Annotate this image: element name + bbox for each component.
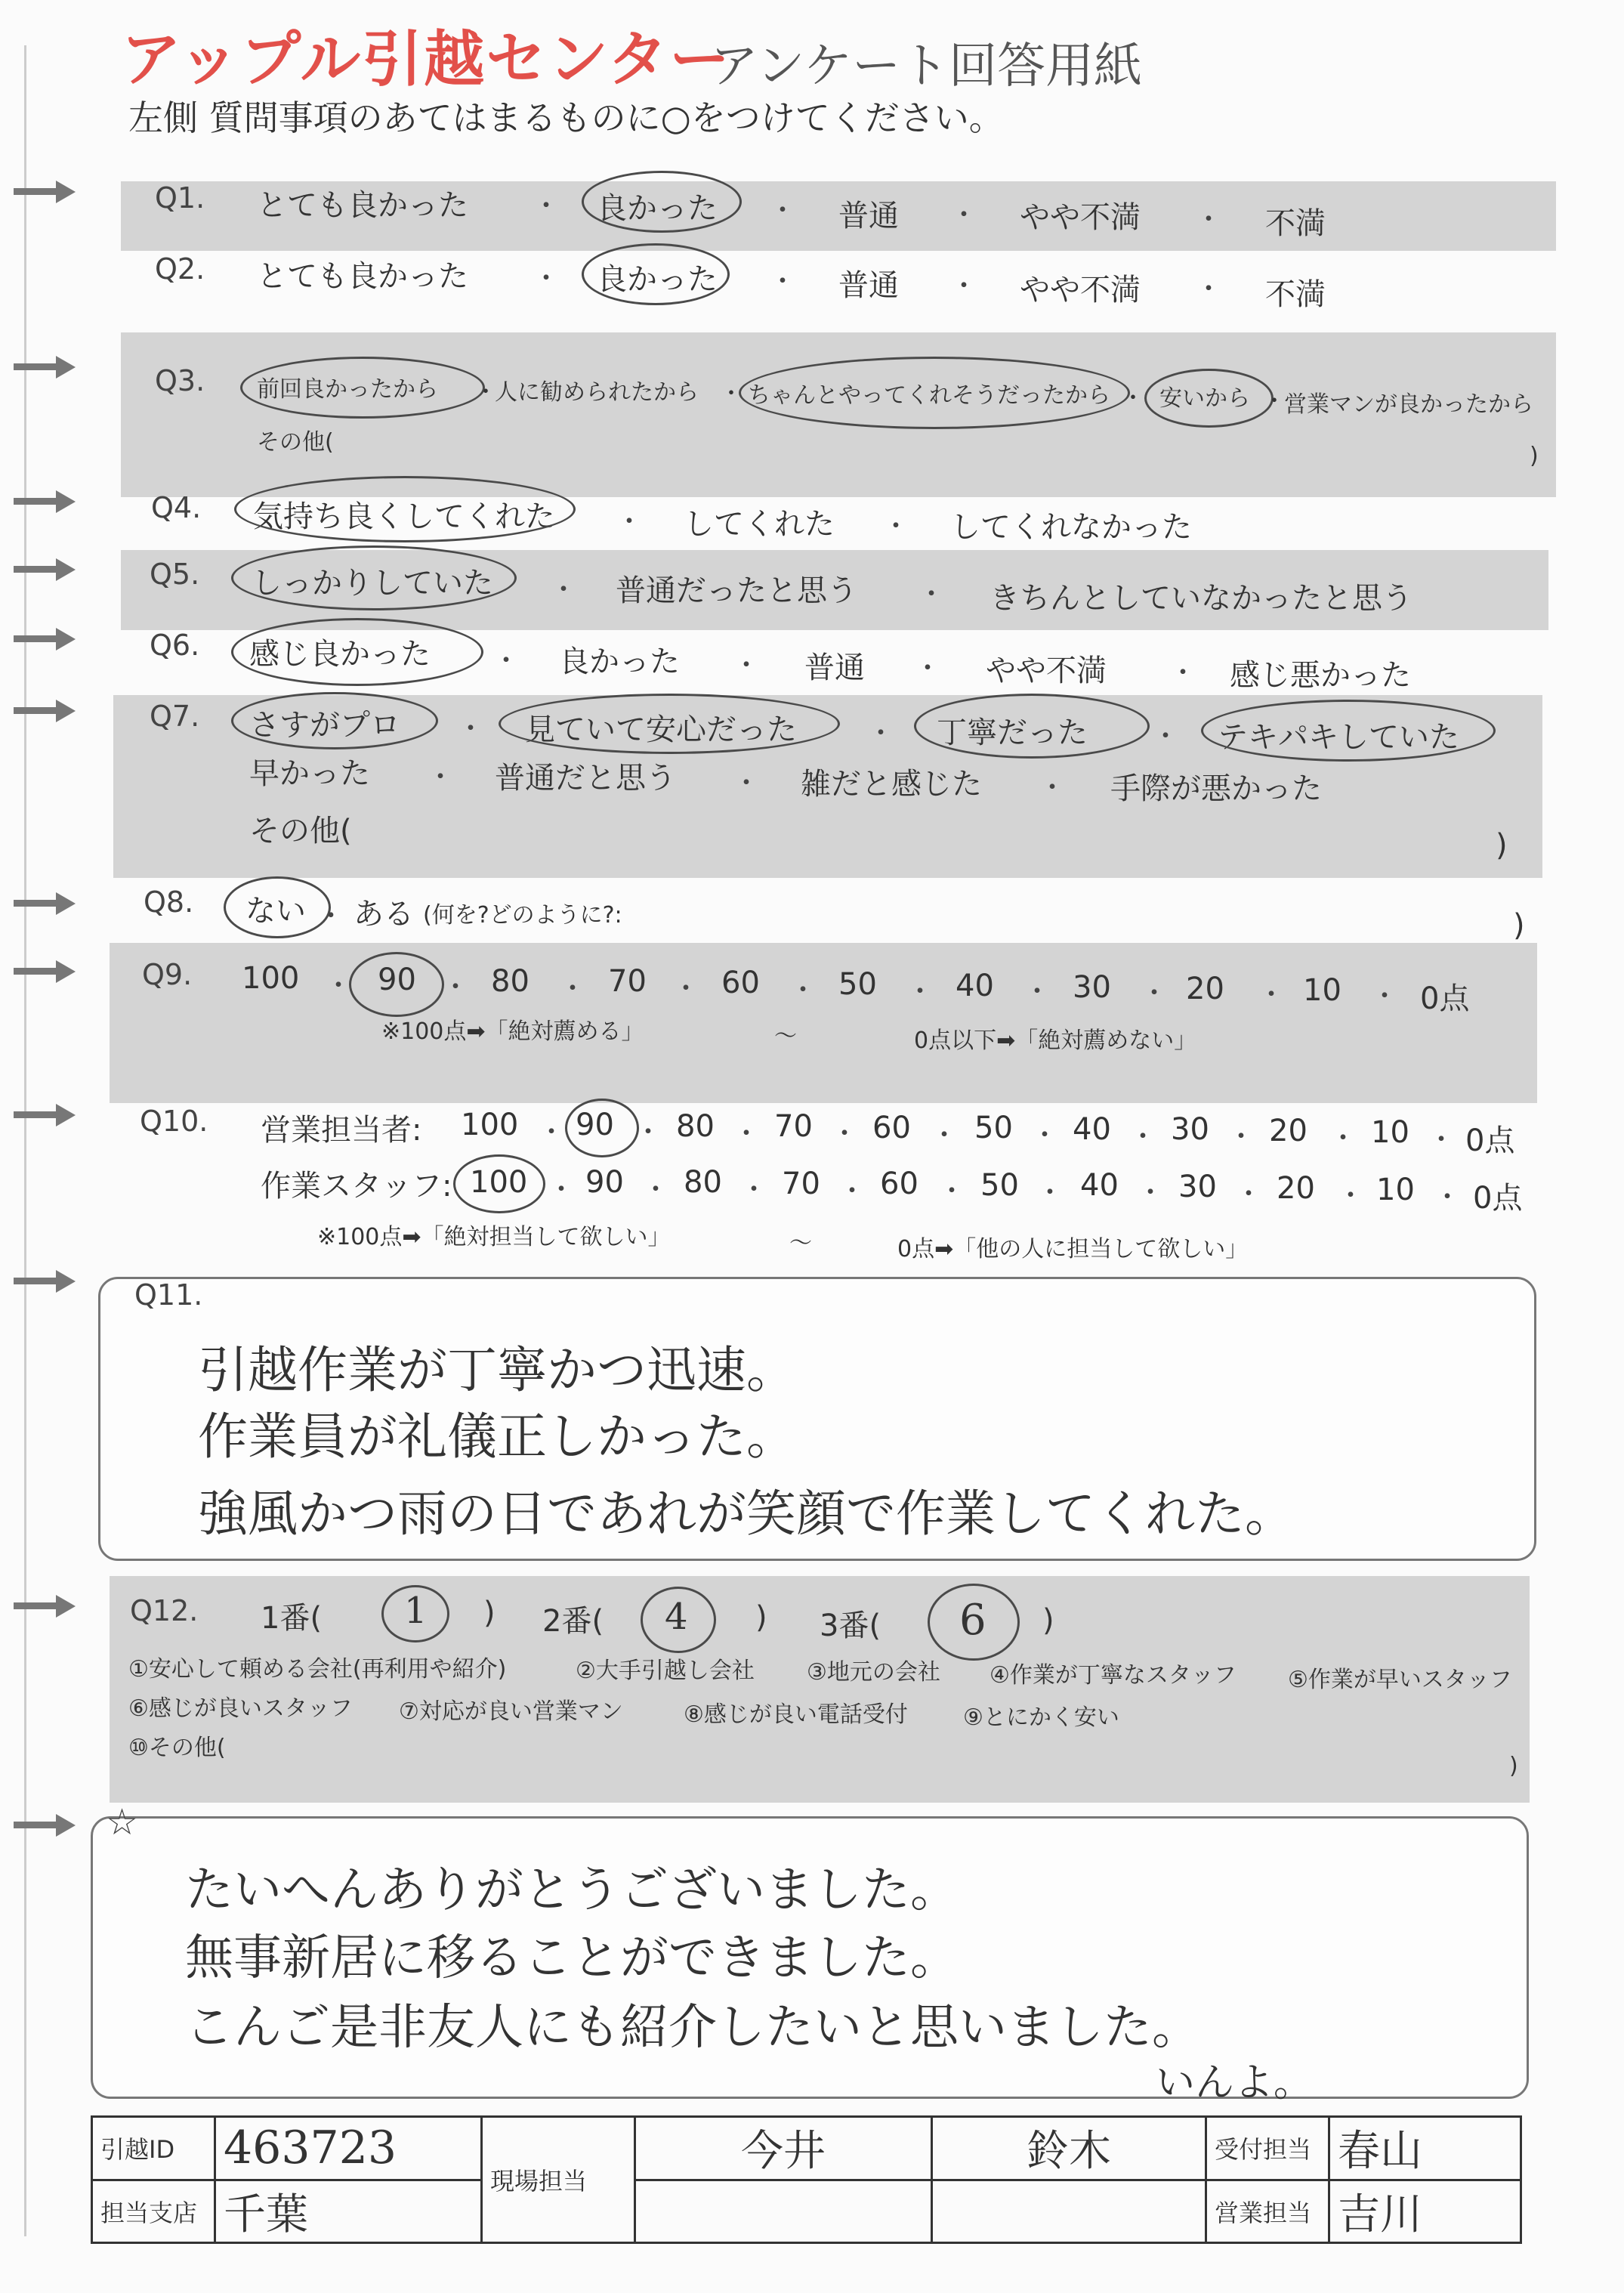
q10-sales-score[interactable]: 20 xyxy=(1269,1114,1308,1148)
selection-circle xyxy=(453,1154,545,1213)
selection-circle xyxy=(739,357,1130,429)
arrow-icon xyxy=(14,892,74,914)
q10-sales-score[interactable]: 0点 xyxy=(1465,1123,1515,1158)
q10-staff-score[interactable]: 90 xyxy=(585,1165,624,1200)
q10-sales-score[interactable]: 30 xyxy=(1171,1112,1209,1147)
separator: ・ xyxy=(882,511,910,542)
arrow-icon xyxy=(14,1594,74,1617)
q1-option-selected[interactable]: 良かった xyxy=(597,191,718,226)
sales-label: 営業担当 xyxy=(1206,2180,1329,2243)
q7-option[interactable]: 普通だと思う xyxy=(495,761,676,796)
q12-third-label: 3番( xyxy=(820,1608,881,1643)
q10-sales-label: 営業担当者: xyxy=(261,1113,422,1148)
star-icon: ☆ xyxy=(106,1801,139,1843)
separator: ・ xyxy=(325,970,353,1001)
q10-label: Q10. xyxy=(140,1105,208,1138)
q9-tilde: 〜 xyxy=(774,1023,797,1049)
separator: ・ xyxy=(538,1117,566,1148)
separator: ・ xyxy=(1039,772,1067,803)
separator: ・ xyxy=(533,263,560,294)
q9-score[interactable]: 0点 xyxy=(1420,981,1470,1016)
q9-score[interactable]: 30 xyxy=(1073,970,1111,1005)
q1-option[interactable]: とても良かった xyxy=(257,188,468,223)
company-name: アップル引越センター xyxy=(121,24,731,94)
separator: ・ xyxy=(950,199,978,230)
selection-circle xyxy=(234,476,576,542)
q12-choice: ⑥感じが良いスタッフ xyxy=(128,1695,353,1722)
separator: ・ xyxy=(769,195,797,226)
q5-label: Q5. xyxy=(150,558,200,591)
separator: ・ xyxy=(733,1118,761,1149)
q2-option[interactable]: 普通 xyxy=(838,268,899,303)
selection-circle xyxy=(582,171,742,233)
q10-staff-score[interactable]: 10 xyxy=(1376,1173,1415,1207)
separator: ・ xyxy=(317,901,345,932)
comment-signature: いんよ。 xyxy=(1156,2060,1314,2106)
separator: ・ xyxy=(950,270,978,301)
q11-answer-line[interactable]: 引越作業が丁寧かつ迅速。 xyxy=(198,1341,796,1399)
q4-option-selected[interactable]: 気持ち良くしてくれた xyxy=(253,499,555,534)
q3-option-selected[interactable]: 安いから xyxy=(1159,385,1250,412)
selection-circle xyxy=(231,545,517,610)
separator: ・ xyxy=(1152,721,1180,752)
site-staff-label: 現場担当 xyxy=(482,2117,635,2243)
separator: ・ xyxy=(931,1120,959,1151)
reception-value[interactable]: 春山 xyxy=(1329,2117,1521,2180)
q3-option[interactable]: 人に勧められたから xyxy=(495,379,699,406)
q7-option-selected[interactable]: テキパキしていた xyxy=(1218,720,1459,755)
selection-circle xyxy=(1201,700,1496,762)
selection-circle xyxy=(231,692,438,749)
separator: ・ xyxy=(1371,981,1399,1012)
q12-choice: ③地元の会社 xyxy=(807,1659,940,1686)
q7-option[interactable]: 手際が悪かった xyxy=(1110,771,1322,806)
q3-option-selected[interactable]: 前回良かったから xyxy=(257,376,438,403)
separator: ・ xyxy=(906,976,934,1007)
separator: ・ xyxy=(1137,1177,1165,1208)
arrow-icon xyxy=(14,355,74,378)
arrow-icon xyxy=(14,1813,74,1836)
arrow-icon xyxy=(14,960,74,982)
separator: ・ xyxy=(838,1176,866,1207)
arrow-icon xyxy=(14,1269,74,1292)
q9-score[interactable]: 10 xyxy=(1303,973,1341,1008)
arrow-icon xyxy=(14,558,74,580)
q12-third-close: ) xyxy=(1042,1603,1054,1638)
q12-choice: ⑤作業が早いスタッフ xyxy=(1288,1667,1512,1693)
q9-score-selected[interactable]: 90 xyxy=(378,963,416,997)
q9-score[interactable]: 60 xyxy=(721,966,760,1000)
q10-staff-score[interactable]: 50 xyxy=(980,1168,1019,1203)
q10-note-high: ※100点➡「絶対担当して欲しい」 xyxy=(317,1224,671,1250)
separator: ・ xyxy=(634,1117,662,1148)
separator: ・ xyxy=(867,718,895,749)
q9-score[interactable]: 70 xyxy=(608,964,647,999)
q9-label: Q9. xyxy=(142,958,193,991)
q1-option[interactable]: やや不満 xyxy=(1020,200,1141,235)
instruction: 左側 質問事項のあてはまるものに○をつけてください。 xyxy=(128,97,1004,138)
comment-line[interactable]: 無事新居に移ることができました。 xyxy=(185,1930,959,1986)
separator: ・ xyxy=(1129,1121,1157,1152)
q12-choice: ⑨とにかく安い xyxy=(963,1704,1119,1731)
q10-sales-score-selected[interactable]: 90 xyxy=(576,1108,614,1142)
separator: ・ xyxy=(559,973,587,1004)
q12-first-label: 1番( xyxy=(261,1601,323,1636)
q10-staff-label: 作業スタッフ: xyxy=(261,1169,452,1204)
q1-option[interactable]: 不満 xyxy=(1265,206,1326,241)
separator: ・ xyxy=(1263,388,1286,415)
separator: ・ xyxy=(457,713,485,744)
q8-option[interactable]: ある xyxy=(354,897,414,932)
separator: ・ xyxy=(1434,1182,1462,1213)
separator: ・ xyxy=(1023,976,1051,1007)
separator: ・ xyxy=(1031,1120,1059,1151)
q6-option[interactable]: 良かった xyxy=(559,644,680,679)
q7-option[interactable]: 早かった xyxy=(249,756,370,791)
q10-staff-score[interactable]: 40 xyxy=(1080,1168,1119,1203)
separator: ・ xyxy=(1227,1121,1255,1152)
q12-choice: ⑩その他( xyxy=(128,1735,226,1761)
separator: ・ xyxy=(442,972,470,1003)
separator: ・ xyxy=(938,1176,966,1207)
separator: ・ xyxy=(1141,978,1169,1009)
q2-option[interactable]: やや不満 xyxy=(1020,273,1141,307)
arrow-icon xyxy=(14,490,74,512)
q8-option-selected[interactable]: ない xyxy=(245,894,306,929)
separator: ・ xyxy=(427,762,455,793)
q11-answer-line[interactable]: 作業員が礼儀正しかった。 xyxy=(198,1408,796,1466)
q7-label: Q7. xyxy=(150,700,200,733)
q4-option[interactable]: してくれた xyxy=(684,507,835,542)
q3-other[interactable]: その他( xyxy=(257,429,334,456)
q1-label: Q1. xyxy=(155,181,205,215)
site-staff-2[interactable]: 鈴木 xyxy=(932,2117,1206,2180)
separator: ・ xyxy=(914,653,942,684)
q12-other-close: ) xyxy=(1509,1753,1518,1779)
separator: ・ xyxy=(1195,273,1223,304)
separator: ・ xyxy=(616,506,644,537)
form-title: アンケート回答用紙 xyxy=(710,39,1143,94)
separator: ・ xyxy=(642,1174,670,1205)
selection-circle xyxy=(224,876,331,938)
separator: ・ xyxy=(1169,657,1197,688)
q2-label: Q2. xyxy=(155,252,205,286)
q4-label: Q4. xyxy=(151,491,202,524)
separator: ・ xyxy=(474,379,497,406)
separator: ・ xyxy=(1235,1179,1263,1210)
arrow-icon xyxy=(14,1103,74,1126)
selection-circle xyxy=(231,618,483,686)
q8-close: ) xyxy=(1513,908,1525,943)
q10-sales-score[interactable]: 100 xyxy=(461,1108,519,1142)
selection-circle xyxy=(240,357,485,419)
q12-choice: ②大手引越し会社 xyxy=(576,1658,755,1684)
q10-sales-score[interactable]: 70 xyxy=(774,1109,813,1144)
arrow-icon xyxy=(14,699,74,722)
q10-staff-score[interactable]: 70 xyxy=(782,1167,820,1201)
q2-option-selected[interactable]: 良かった xyxy=(597,262,718,297)
selection-circle xyxy=(914,694,1150,759)
q6-option-selected[interactable]: 感じ良かった xyxy=(249,637,431,672)
separator: ・ xyxy=(1122,385,1144,412)
q10-sales-score[interactable]: 60 xyxy=(872,1111,911,1145)
q12-label: Q12. xyxy=(130,1594,199,1627)
q9-note-high: ※100点➡「絶対薦める」 xyxy=(381,1018,644,1045)
q7-option[interactable]: 雑だと感じた xyxy=(801,767,982,802)
selection-circle xyxy=(499,694,840,754)
separator: ・ xyxy=(740,1174,768,1205)
sales-value[interactable]: 吉川 xyxy=(1329,2180,1521,2243)
q10-sales-score[interactable]: 40 xyxy=(1073,1112,1111,1147)
q12-second-label: 2番( xyxy=(542,1604,604,1639)
q3-option[interactable]: 営業マンが良かったから xyxy=(1284,391,1533,418)
q11-label: Q11. xyxy=(134,1278,203,1312)
q2-option[interactable]: とても良かった xyxy=(257,259,468,294)
branch-label: 担当支店 xyxy=(92,2180,215,2243)
separator: ・ xyxy=(831,1118,859,1149)
branch-value[interactable]: 千葉 xyxy=(215,2180,482,2243)
q5-option[interactable]: きちんとしていなかったと思う xyxy=(990,581,1413,616)
q9-score[interactable]: 80 xyxy=(491,964,529,999)
q7-option-selected[interactable]: 見ていて安心だった xyxy=(525,712,797,747)
separator: ・ xyxy=(733,650,761,681)
selection-circle xyxy=(641,1587,716,1653)
separator: ・ xyxy=(918,579,946,610)
q12-choice: ⑦対応が良い営業マン xyxy=(399,1698,623,1725)
q6-label: Q6. xyxy=(150,629,200,662)
q6-option[interactable]: やや不満 xyxy=(986,654,1107,688)
q7-option-selected[interactable]: 丁寧だった xyxy=(937,715,1088,750)
q1-option[interactable]: 普通 xyxy=(838,199,899,233)
selection-circle xyxy=(1144,369,1274,428)
q7-other[interactable]: その他( xyxy=(249,814,352,848)
q2-option[interactable]: 不満 xyxy=(1265,277,1326,312)
q10-sales-score[interactable]: 10 xyxy=(1371,1115,1409,1150)
selection-circle xyxy=(582,243,730,305)
q10-staff-score[interactable]: 30 xyxy=(1178,1170,1217,1204)
q12-second-close: ) xyxy=(755,1600,767,1635)
q12-third-value[interactable]: 6 xyxy=(959,1596,986,1645)
q10-staff-score[interactable]: 0点 xyxy=(1473,1181,1523,1216)
q10-staff-score[interactable]: 80 xyxy=(684,1165,722,1200)
separator: ・ xyxy=(1337,1180,1365,1211)
q12-choice: ④作業が丁寧なスタッフ xyxy=(990,1662,1237,1689)
q5-option-selected[interactable]: しっかりしていた xyxy=(252,566,493,601)
q11-answer-line[interactable]: 強風かつ雨の日であれが笑顔で作業してくれた。 xyxy=(198,1485,1295,1543)
move-id-label: 引越ID xyxy=(92,2117,215,2180)
q3-option-selected[interactable]: ちゃんとやってくれそうだったから xyxy=(748,382,1110,409)
q12-first-value[interactable]: 1 xyxy=(404,1590,428,1632)
q8-prompt[interactable]: (何を?どのように?: xyxy=(423,902,622,929)
selection-circle xyxy=(349,952,444,1017)
separator: ・ xyxy=(550,574,578,605)
separator: ・ xyxy=(548,1174,576,1205)
q10-staff-score[interactable]: 20 xyxy=(1277,1171,1315,1206)
q10-tilde: 〜 xyxy=(789,1230,812,1256)
comment-line[interactable]: こんご是非友人にも紹介したいと思いました。 xyxy=(185,2000,1200,2056)
q6-option[interactable]: 感じ悪かった xyxy=(1230,658,1411,693)
separator: ・ xyxy=(733,768,761,799)
staff-table xyxy=(91,2115,1522,2244)
separator: ・ xyxy=(720,381,743,407)
q10-staff-score-selected[interactable]: 100 xyxy=(470,1165,528,1200)
separator: ・ xyxy=(1195,204,1223,235)
separator: ・ xyxy=(492,645,520,676)
site-staff-3[interactable] xyxy=(635,2180,932,2243)
site-staff-4[interactable] xyxy=(932,2180,1206,2243)
q9-score[interactable]: 20 xyxy=(1186,972,1224,1006)
q3-label: Q3. xyxy=(155,364,205,397)
q9-note-low: 0点以下➡「絶対薦めない」 xyxy=(914,1028,1197,1054)
q9-score[interactable]: 50 xyxy=(838,967,877,1002)
q7-option-selected[interactable]: さすがプロ xyxy=(249,708,400,743)
q8-label: Q8. xyxy=(144,885,194,919)
q3-other-close: ) xyxy=(1530,443,1539,469)
site-staff-1[interactable]: 今井 xyxy=(635,2117,932,2180)
q12-choice: ⑧感じが良い電話受付 xyxy=(684,1701,908,1728)
separator: ・ xyxy=(1428,1124,1456,1155)
q10-note-low: 0点➡「他の人に担当して欲しい」 xyxy=(897,1236,1249,1262)
q5-option[interactable]: 普通だったと思う xyxy=(616,573,857,608)
q10-sales-score[interactable]: 50 xyxy=(974,1111,1013,1145)
q10-sales-score[interactable]: 80 xyxy=(676,1109,715,1144)
q9-score[interactable]: 40 xyxy=(956,969,994,1003)
move-id-value[interactable]: 463723 xyxy=(215,2117,482,2180)
separator: ・ xyxy=(1036,1177,1064,1208)
q6-option[interactable]: 普通 xyxy=(804,651,865,685)
q7-other-close: ) xyxy=(1496,828,1508,863)
q4-option[interactable]: してくれなかった xyxy=(950,510,1192,545)
q9-score[interactable]: 100 xyxy=(242,961,300,996)
arrow-icon xyxy=(14,627,74,650)
separator: ・ xyxy=(672,973,700,1004)
arrow-icon xyxy=(14,180,74,202)
separator: ・ xyxy=(533,190,560,221)
separator: ・ xyxy=(769,266,797,297)
q10-staff-scores xyxy=(453,1165,1548,1218)
q12-second-value[interactable]: 4 xyxy=(665,1596,688,1638)
separator: ・ xyxy=(1258,979,1286,1010)
q12-choice: ①安心して頼める会社(再利用や紹介) xyxy=(128,1656,507,1683)
separator: ・ xyxy=(1329,1123,1357,1154)
selection-circle xyxy=(381,1585,449,1642)
comment-line[interactable]: たいへんありがとうございました。 xyxy=(185,1862,959,1918)
q12-first-close: ) xyxy=(483,1596,496,1630)
selection-circle xyxy=(565,1099,639,1157)
selection-circle xyxy=(928,1584,1020,1661)
q10-staff-score[interactable]: 60 xyxy=(880,1167,919,1201)
reception-label: 受付担当 xyxy=(1206,2117,1329,2180)
separator: ・ xyxy=(789,975,817,1006)
